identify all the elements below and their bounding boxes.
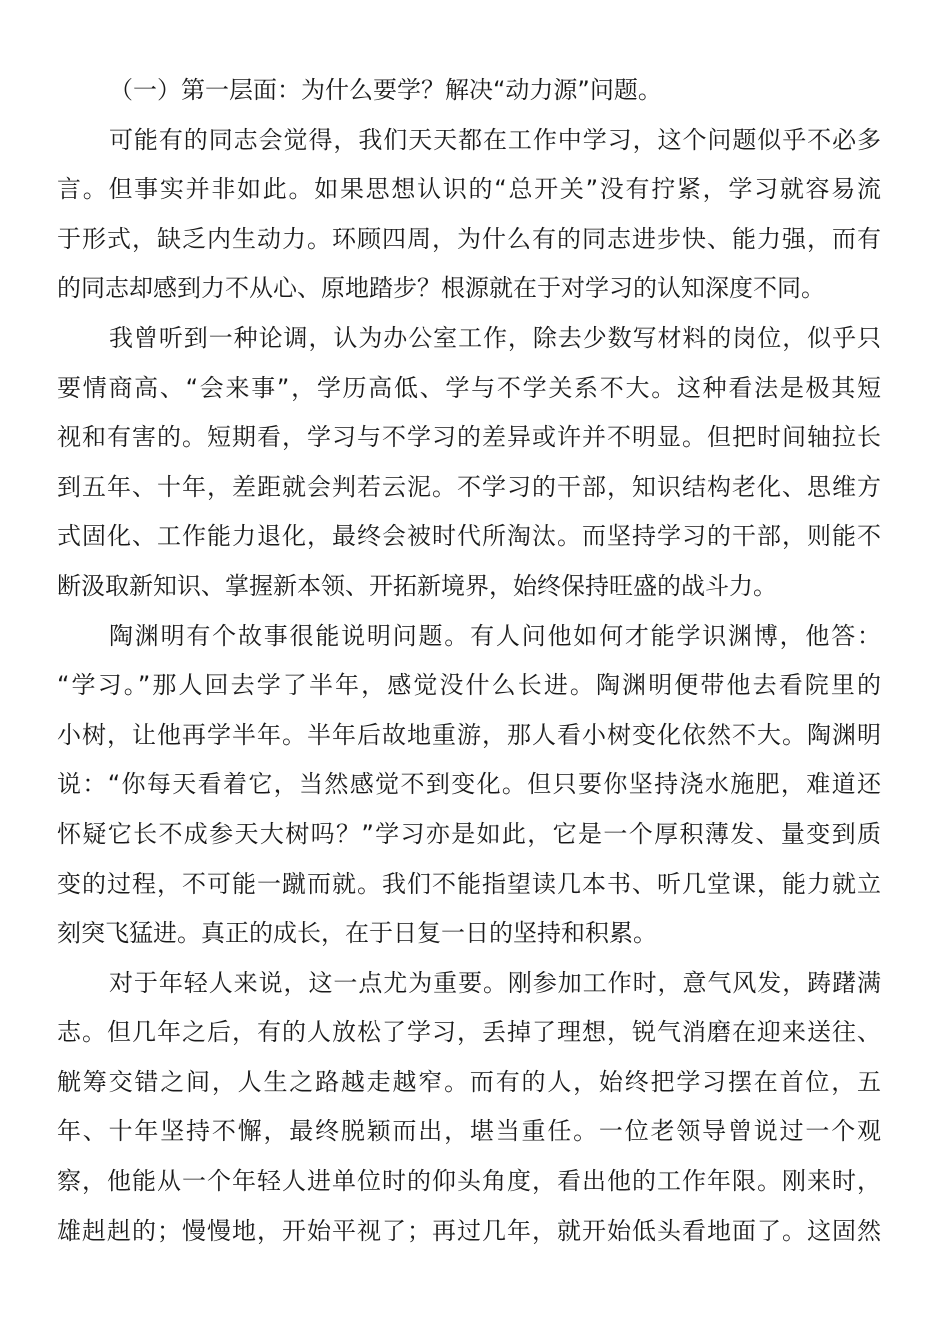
text-line: 可能有的同志会觉得，我们天天都在工作中学习，这个问题似乎不必多: [109, 125, 881, 154]
paragraph-1: [57, 116, 881, 314]
section-heading: （一）第一层面：为什么要学？解决“动力源”问题。: [109, 76, 662, 104]
text-line: 视和有害的。短期看，学习与不学习的差异或许并不明显。但把时间轴拉长: [57, 423, 881, 452]
text-line: “学习。”那人回去学了半年，感觉没什么长进。陶渊明便带他去看院里的: [57, 671, 881, 700]
text-line: 觥筹交错之间，人生之路越走越窄。而有的人，始终把学习摆在首位，五: [57, 1067, 881, 1096]
text-line: 陶渊明有个故事很能说明问题。有人问他如何才能学识渊博，他答：: [109, 621, 881, 650]
text-line: 要情商高、“会来事”，学历高低、学与不学关系不大。这种看法是极其短: [57, 373, 881, 402]
text-line: 断汲取新知识、掌握新本领、开拓新境界，始终保持旺盛的战斗力。: [57, 571, 777, 600]
text-line: 刻突飞猛进。真正的成长，在于日复一日的坚持和积累。: [57, 919, 657, 948]
text-line: 的同志却感到力不从心、原地踏步？根源就在于对学习的认知深度不同。: [57, 274, 825, 303]
text-line: 察，他能从一个年轻人进单位时的仰头角度，看出他的工作年限。刚来时，: [57, 1167, 881, 1196]
text-line: 说：“你每天看着它，当然感觉不到变化。但只要你坚持浇水施肥，难道还: [57, 770, 881, 799]
paragraph-4: [57, 959, 881, 1257]
text-line: 小树，让他再学半年。半年后故地重游，那人看小树变化依然不大。陶渊明: [57, 720, 881, 749]
text-line: 志。但几年之后，有的人放松了学习，丢掉了理想，锐气消磨在迎来送往、: [57, 1018, 881, 1047]
document-page: [57, 66, 881, 1256]
text-line: 雄赳赳的；慢慢地，开始平视了；再过几年，就开始低头看地面了。这固然: [57, 1216, 881, 1245]
text-line: 对于年轻人来说，这一点尤为重要。刚参加工作时，意气风发，踌躇满: [109, 968, 881, 997]
paragraph-3: [57, 612, 881, 959]
text-line: 到五年、十年，差距就会判若云泥。不学习的干部，知识结构老化、思维方: [57, 472, 881, 501]
paragraph-2: [57, 314, 881, 612]
text-line: 我曾听到一种论调，认为办公室工作，除去少数写材料的岗位，似乎只: [109, 323, 881, 352]
text-line: 言。但事实并非如此。如果思想认识的“总开关”没有拧紧，学习就容易流: [57, 175, 881, 204]
text-line: 怀疑它长不成参天大树吗？”学习亦是如此，它是一个厚积薄发、量变到质: [57, 819, 881, 848]
text-line: 于形式，缺乏内生动力。环顾四周，为什么有的同志进步快、能力强，而有: [57, 224, 881, 253]
text-line: 变的过程，不可能一蹴而就。我们不能指望读几本书、听几堂课，能力就立: [57, 869, 881, 898]
text-line: 年、十年坚持不懈，最终脱颖而出，堪当重任。一位老领导曾说过一个观: [57, 1117, 881, 1146]
text-line: 式固化、工作能力退化，最终会被时代所淘汰。而坚持学习的干部，则能不: [57, 522, 881, 551]
